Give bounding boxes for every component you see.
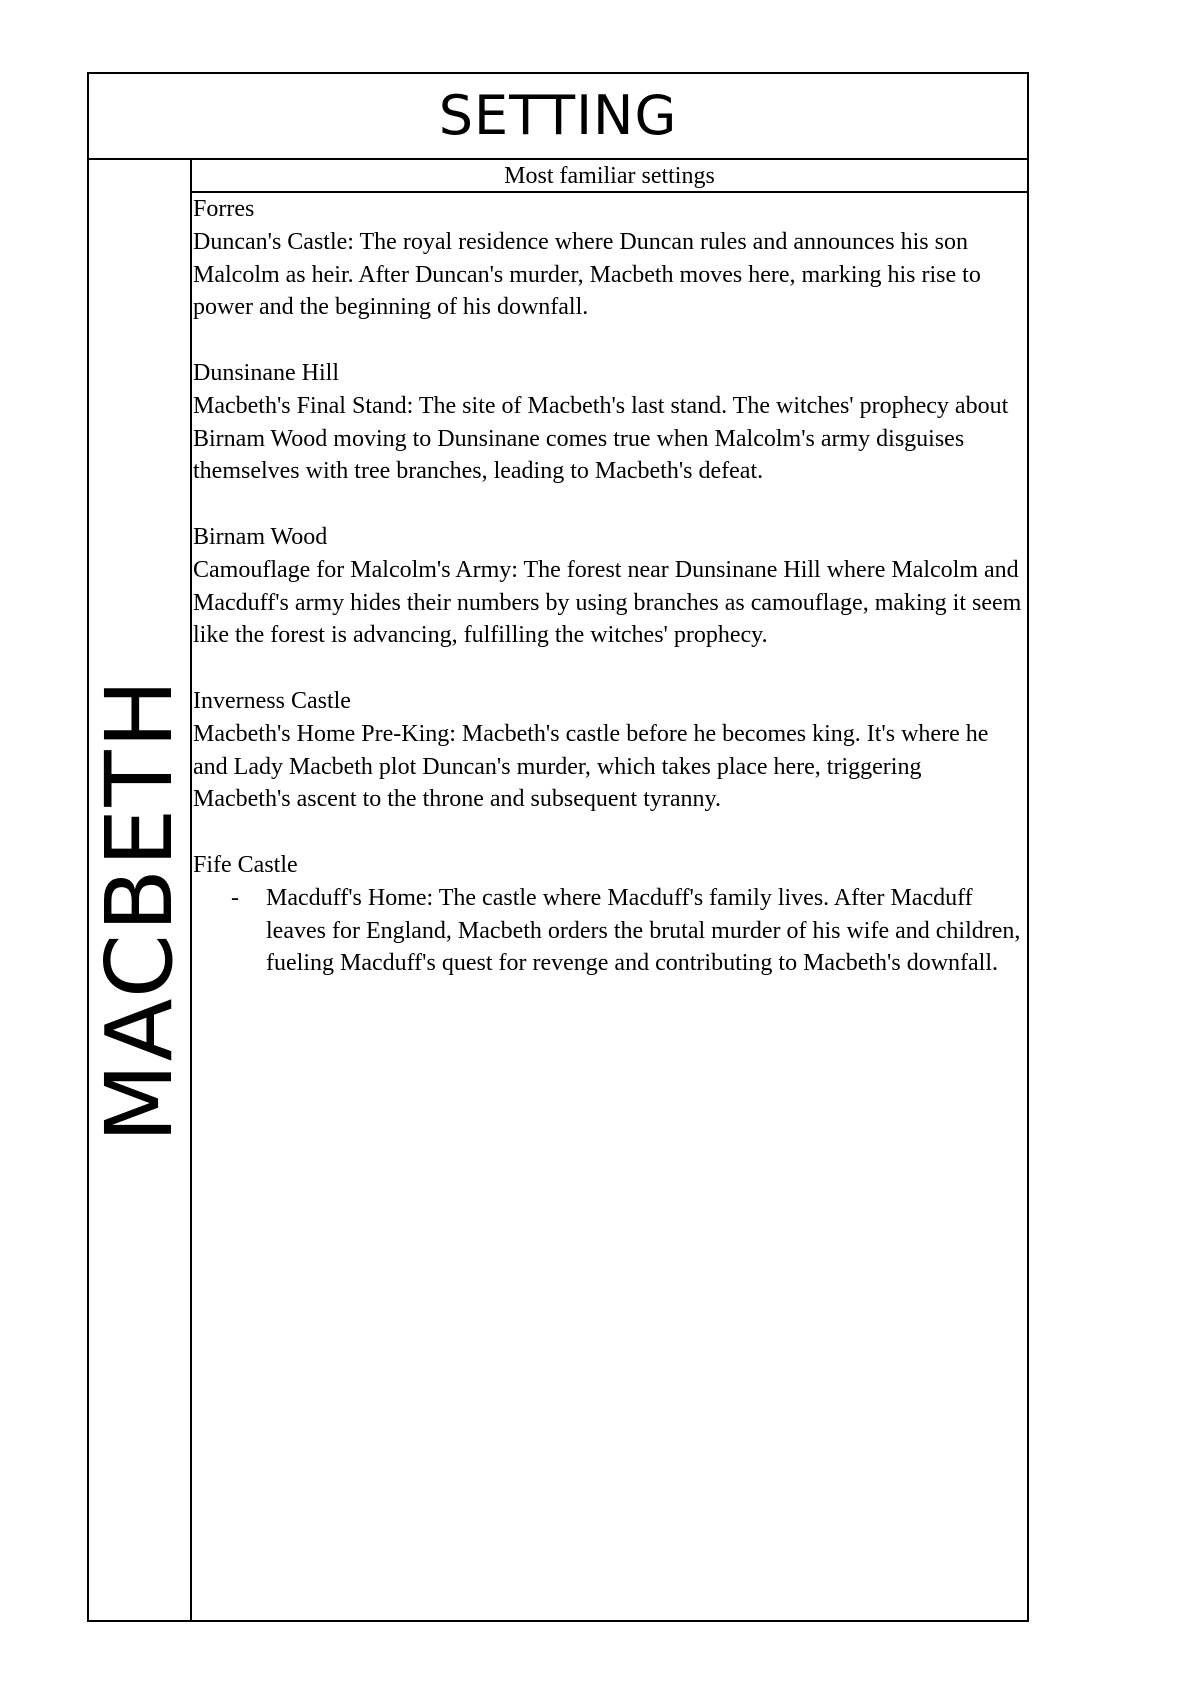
setting-description: Camouflage for Malcolm's Army: The forest near Dunsinane Hill where Malcolm and Macduff's army hides their numbers by using branches as camouflage, making it seem like the forest is advancing, fulfilling the witches' prophecy. bbox=[193, 556, 1022, 649]
setting-inverness-castle bbox=[193, 685, 1023, 816]
setting-forres bbox=[193, 193, 1023, 324]
setting-description: Macbeth's Home Pre-King: Macbeth's castle before he becomes king. It's where he and Lady Macbeth plot Duncan's murder, which takes place here, triggering Macbeth's ascent to the throne and subsequent tyranny. bbox=[193, 720, 989, 813]
setting-name: Forres bbox=[193, 196, 255, 222]
dash-marker: - bbox=[231, 884, 239, 911]
content-column bbox=[192, 160, 1027, 1620]
side-label: MACBETH bbox=[85, 677, 193, 1143]
setting-fife-castle bbox=[193, 849, 1023, 980]
setting-name: Inverness Castle bbox=[193, 687, 351, 714]
setting-description: Macbeth's Final Stand: The site of Macbeth's last stand. The witches' prophecy about Birnam Wood moving to Dunsinane comes true when Malcolm's army disguises themselves with tree branches, leading to Macbeth's defeat. bbox=[193, 392, 1009, 485]
setting-name: Dunsinane Hill bbox=[193, 359, 339, 386]
page-title: SETTING bbox=[438, 84, 678, 147]
bullet-list bbox=[193, 882, 1023, 980]
setting-worksheet bbox=[87, 72, 1029, 1622]
setting-description: Duncan's Castle: The royal residence where Duncan rules and announces his son Malcolm as heir. After Duncan's murder, Macbeth moves here, marking his rise to power and the beginning of his downfall. bbox=[193, 228, 981, 321]
list-item bbox=[193, 882, 1023, 980]
title-row bbox=[89, 74, 1027, 160]
side-column bbox=[85, 160, 193, 1620]
settings-list bbox=[192, 193, 1027, 980]
setting-dunsinane-hill bbox=[193, 357, 1023, 488]
setting-description: Macduff's Home: The castle where Macduff's family lives. After Macduff leaves for England, Macbeth orders the brutal murder of his wife and children, fueling Macduff's quest for revenge and contributing to Macbeth's downfall. bbox=[266, 884, 1021, 977]
section-subheader: Most familiar settings bbox=[192, 160, 1027, 193]
setting-name: Birnam Wood bbox=[193, 523, 328, 550]
setting-name: Fife Castle bbox=[193, 851, 298, 878]
setting-birnam-wood bbox=[193, 521, 1023, 652]
